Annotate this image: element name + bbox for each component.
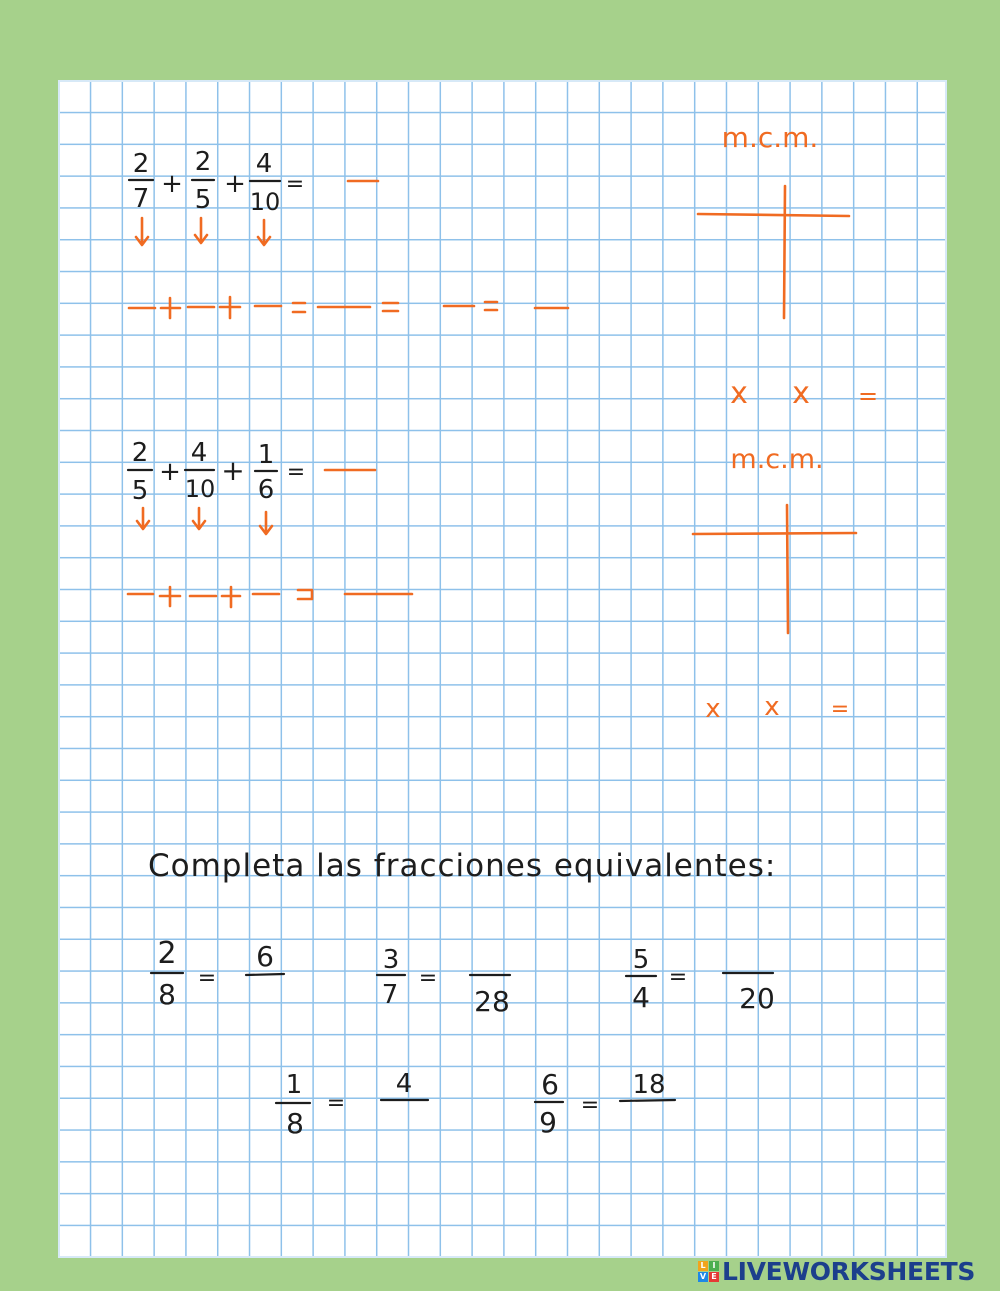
ex1-frac3-num: 4 [255,149,273,179]
eq4-ans-num: 4 [395,1069,413,1099]
eq5-equals: = [580,1093,600,1118]
ex1-mcm-horizontal [698,214,849,216]
ex2-arrow-3 [260,512,272,534]
exercise1-sum [129,147,304,216]
eq5-den: 9 [539,1106,557,1139]
ex2-arrow-1 [137,508,149,529]
eq5-ans-num: 18 [632,1070,666,1100]
ex1-plus-orange-2 [220,297,240,318]
ex1-arrow-3 [258,220,270,245]
exercise2-sum [128,438,305,506]
ex2-frac2-den: 10 [184,475,216,503]
ex1-mcm-times-1: x [730,376,748,411]
ex2-arrow-2 [193,508,205,529]
ex2-mcm-equals: = [830,697,850,722]
eq3-ans-den: 20 [739,982,775,1015]
exercise1-mcm [698,121,878,411]
ex2-plus-orange-1 [160,587,180,606]
ex2-plus-1: + [159,457,181,487]
eq1-ans-num: 6 [256,940,274,973]
eq2-den: 7 [381,980,399,1010]
ex1-arrow-1 [136,218,148,245]
ex2-equals-orange [298,590,312,599]
ex1-mcm-equals: = [857,382,879,410]
eq3-num: 5 [632,945,650,975]
ex1-equals-orange-3 [485,302,497,310]
eq2-equals: = [418,966,438,991]
ex1-plus-2: + [224,169,246,199]
instruction-text: Completa las fracciones equivalentes: [148,848,777,884]
ex1-equals-orange-1 [293,303,305,312]
eq1-num: 2 [157,936,177,971]
eq1-den: 8 [158,978,176,1011]
ex1-mcm-times-2: x [792,376,810,411]
ex2-equals: = [286,460,306,485]
ex1-plus-1: + [161,169,183,199]
ex1-equals-orange-2 [383,303,398,311]
ex2-mcm-label: m.c.m. [730,444,824,475]
liveworksheets-logo-icon [698,1261,719,1282]
ex2-frac3-num: 1 [257,440,275,470]
ex2-plus-orange-2 [222,587,240,607]
eq4-equals: = [326,1091,346,1116]
ex1-mcm-vertical [784,186,785,318]
ex2-frac3-den: 6 [257,475,275,505]
ex1-frac1-num: 2 [132,149,150,179]
eq4-den: 8 [286,1107,304,1140]
ex2-frac2-num: 4 [190,438,208,468]
ex1-equals: = [285,172,305,197]
ex2-mcm-horizontal [693,533,856,534]
brand-name: LIVEWORKSHEETS [722,1256,976,1286]
eq5-num: 6 [541,1068,559,1101]
ex1-frac2-num: 2 [194,147,212,177]
logo-letter-l: L [698,1261,708,1271]
eq1-ans-bar [246,974,284,975]
ex2-frac1-num: 2 [131,438,149,468]
logo-letter-i: I [709,1261,719,1271]
logo-letter-e: E [709,1272,719,1282]
ex1-mcm-label: m.c.m. [721,121,819,154]
eq5-ans-bar [620,1100,675,1101]
eq4-num: 1 [285,1070,303,1100]
equivalents [151,936,776,1140]
eq3-equals: = [668,965,688,990]
ex2-frac1-den: 5 [131,476,149,506]
eq3-den: 4 [632,981,650,1014]
eq1-equals: = [197,966,217,991]
eq2-num: 3 [382,945,400,975]
liveworksheets-brand [698,1256,975,1286]
ex1-frac3-den: 10 [249,188,281,216]
ex2-mcm-times-2: x [764,692,780,722]
ex1-frac1-den: 7 [132,184,150,214]
eq2-ans-den: 28 [474,985,510,1018]
ex2-mcm-vertical [787,505,788,633]
ex2-plus-2: + [221,454,245,487]
ex1-plus-orange-1 [161,298,180,318]
ex1-arrow-2 [195,218,207,243]
logo-letter-v: V [699,1271,707,1281]
ex2-mcm-times-1: x [705,694,721,724]
exercise2-mcm [693,444,856,724]
ex1-frac2-den: 5 [194,185,212,215]
